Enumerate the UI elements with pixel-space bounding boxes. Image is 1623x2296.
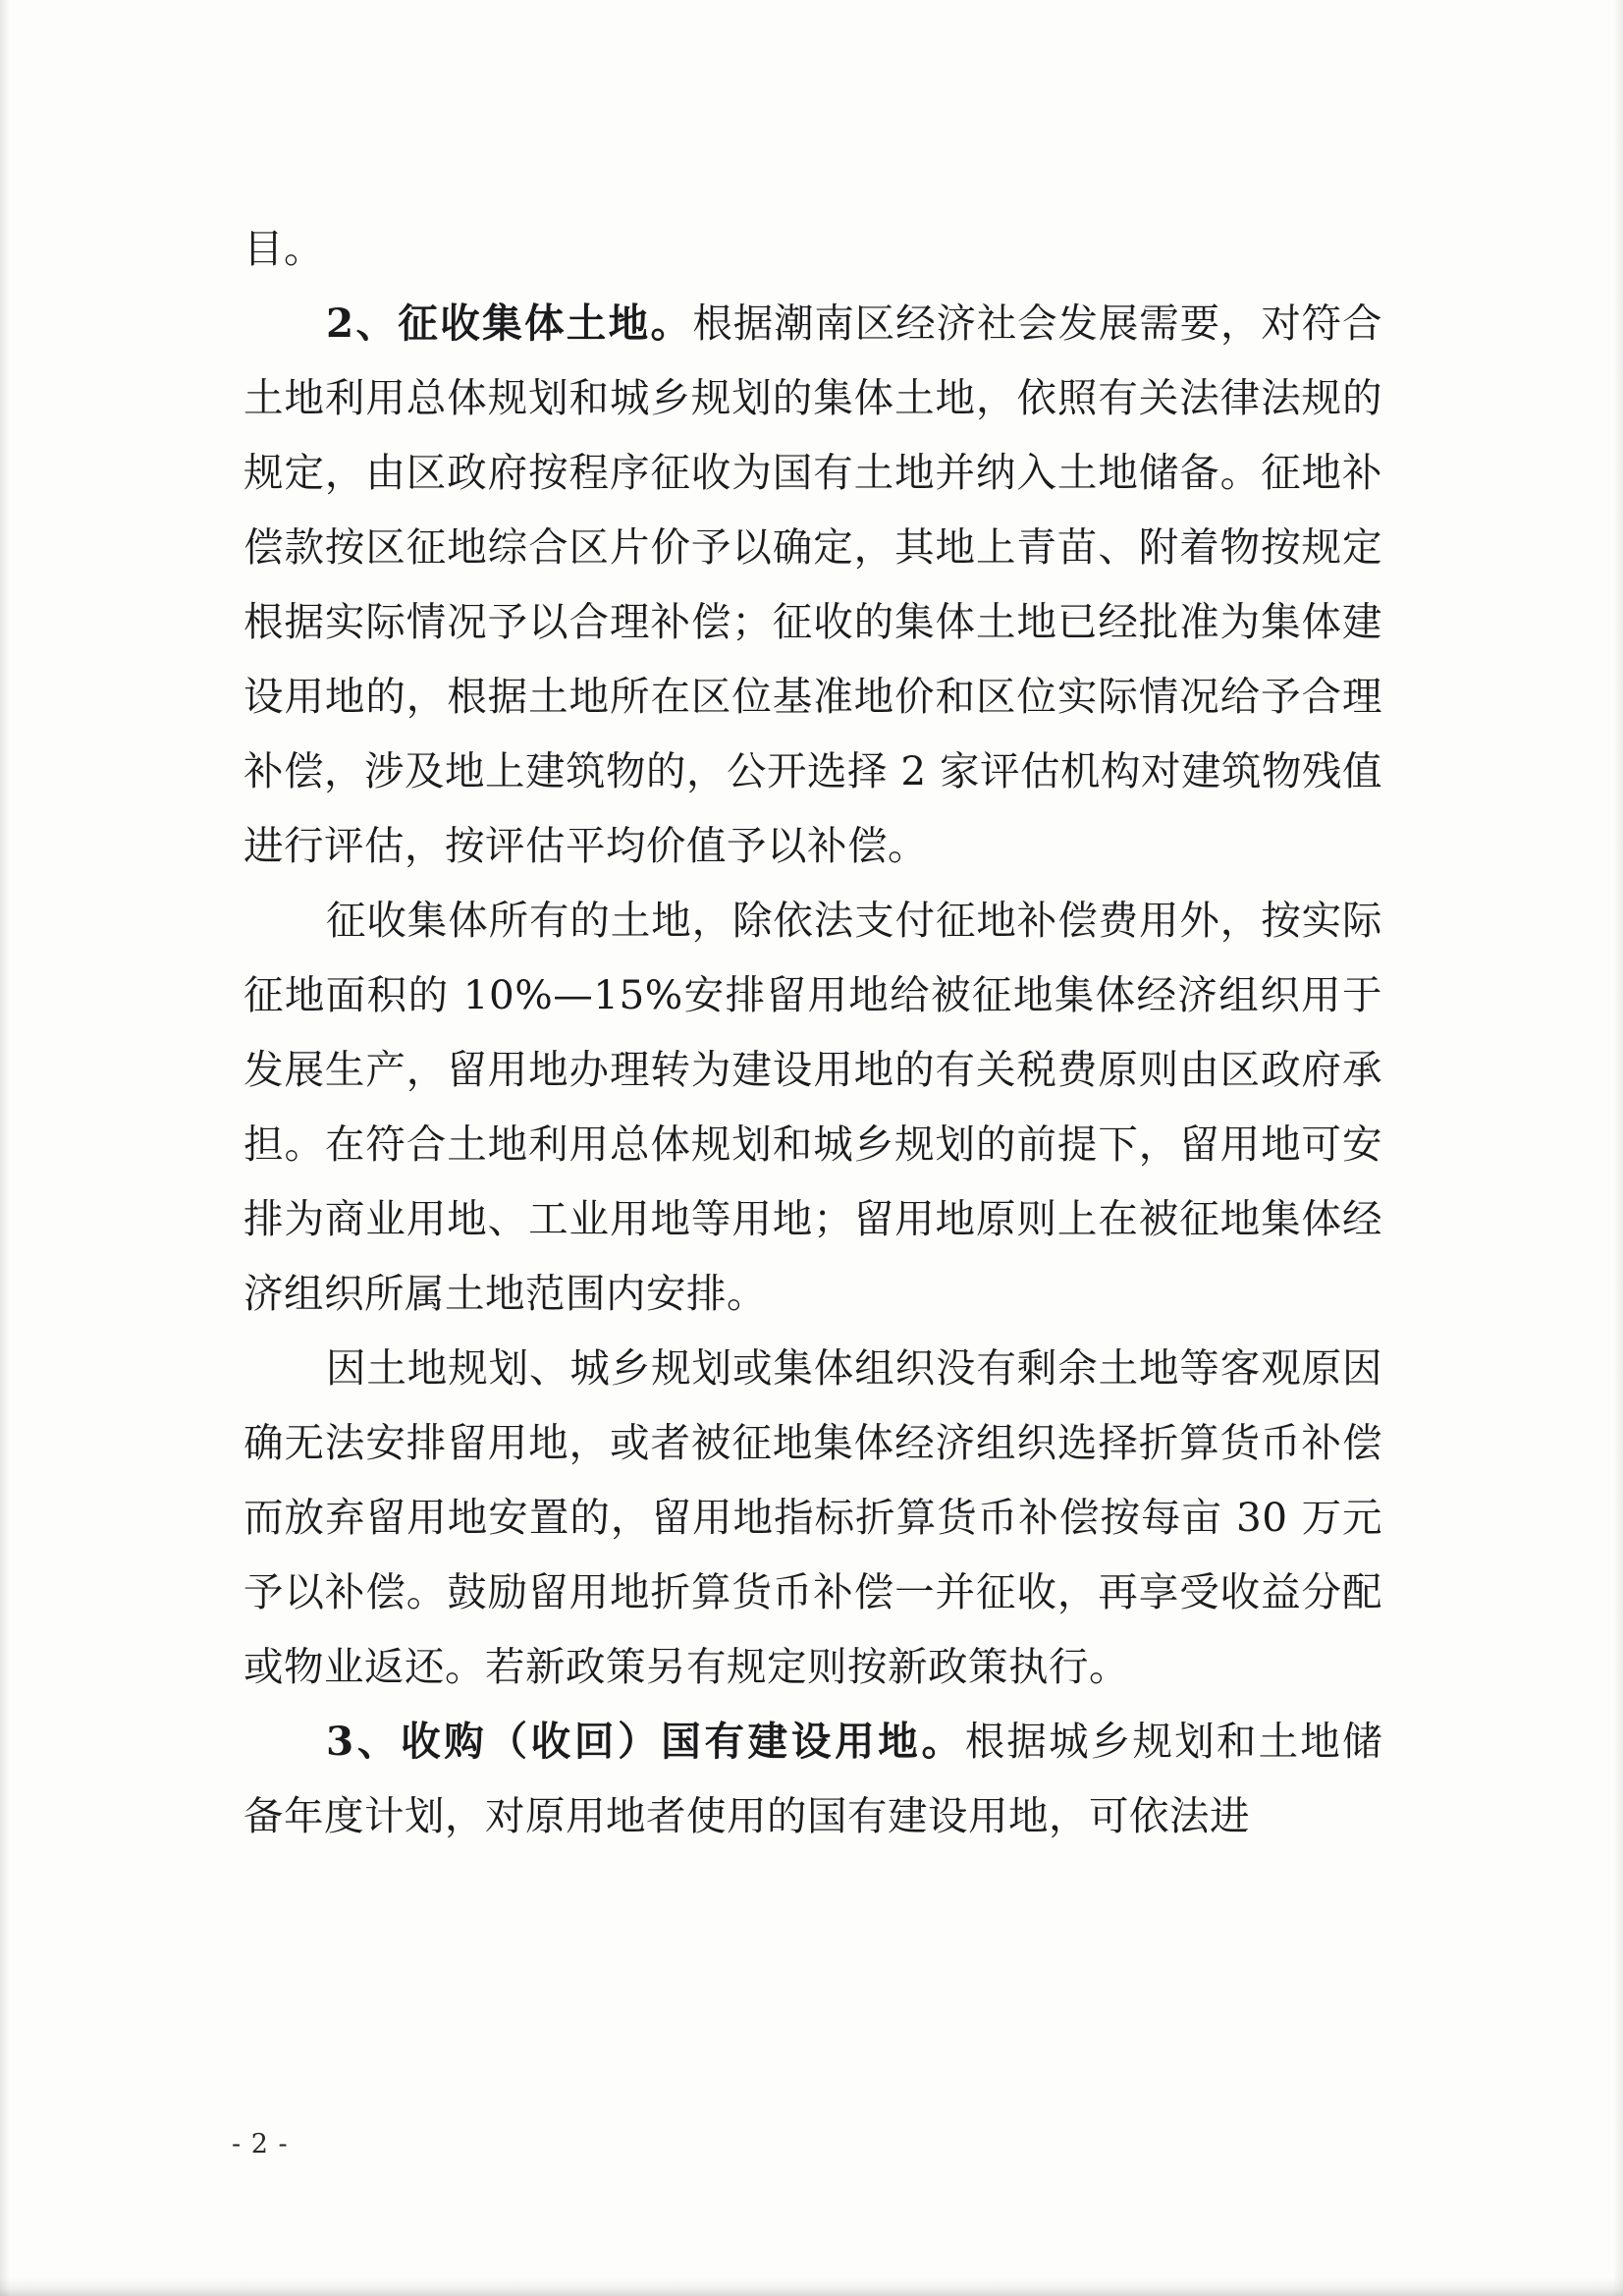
page-edge-shadow-right xyxy=(1613,0,1623,2296)
paragraph-item-3 xyxy=(243,1704,1382,1853)
paragraph-reserved-land xyxy=(243,883,1382,1331)
page-edge-shadow-left xyxy=(0,0,10,2296)
paragraph-monetary-compensation xyxy=(243,1331,1382,1704)
page-number: - 2 - xyxy=(232,2129,289,2159)
paragraph-carryover xyxy=(243,211,1382,286)
paragraph-item-2 xyxy=(243,286,1382,883)
paragraph-lead-item-2: 2、征收集体土地。 xyxy=(326,300,693,347)
paragraph-text: 根据潮南区经济社会发展需要，对符合土地利用总体规划和城乡规划的集体土地，依照有关法律法规的规定，由区政府按程序征收为国有土地并纳入土地储备。征地补偿款按区征地综合区片价予以确定，其地上青苗、附着物按规定根据实际情况予以合理补偿；征收的集体土地已经批准为集体建设用地的，根据土地所在区位基准地价和区位实际情况给予合理补偿，涉及地上建筑物的，公开选择 2 家评估机构对建筑物残值进行评估，按评估平均价值予以补偿。 xyxy=(243,300,1383,869)
paragraph-text: 因土地规划、城乡规划或集体组织没有剩余土地等客观原因确无法安排留用地，或者被征地集体经济组织选择折算货币补偿而放弃留用地安置的，留用地指标折算货币补偿按每亩 30 万元予以补偿。鼓励留用地折算货币补偿一并征收，再享受收益分配或物业返还。若新政策另有规定则按新政策执行。 xyxy=(243,1344,1382,1690)
paragraph-lead-item-3: 3、收购（收回）国有建设用地。 xyxy=(326,1718,965,1765)
page-body xyxy=(243,211,1382,1853)
page-bottom-shadow xyxy=(0,2278,1623,2296)
paragraph-text: 根据城乡规划和土地储备年度计划，对原用地者使用的国有建设用地，可依法进 xyxy=(243,1718,1382,1839)
paragraph-text: 征收集体所有的土地，除依法支付征地补偿费用外，按实际征地面积的 10%—15%安排留用地给被征地集体经济组织用于发展生产，留用地办理转为建设用地的有关税费原则由区政府承担。在符合土地利用总体规划和城乡规划的前提下，留用地可安排为商业用地、工业用地等用地；留用地原则上在被征地集体经济组织所属土地范围内安排。 xyxy=(243,897,1382,1317)
paragraph-text: 目。 xyxy=(243,225,324,272)
